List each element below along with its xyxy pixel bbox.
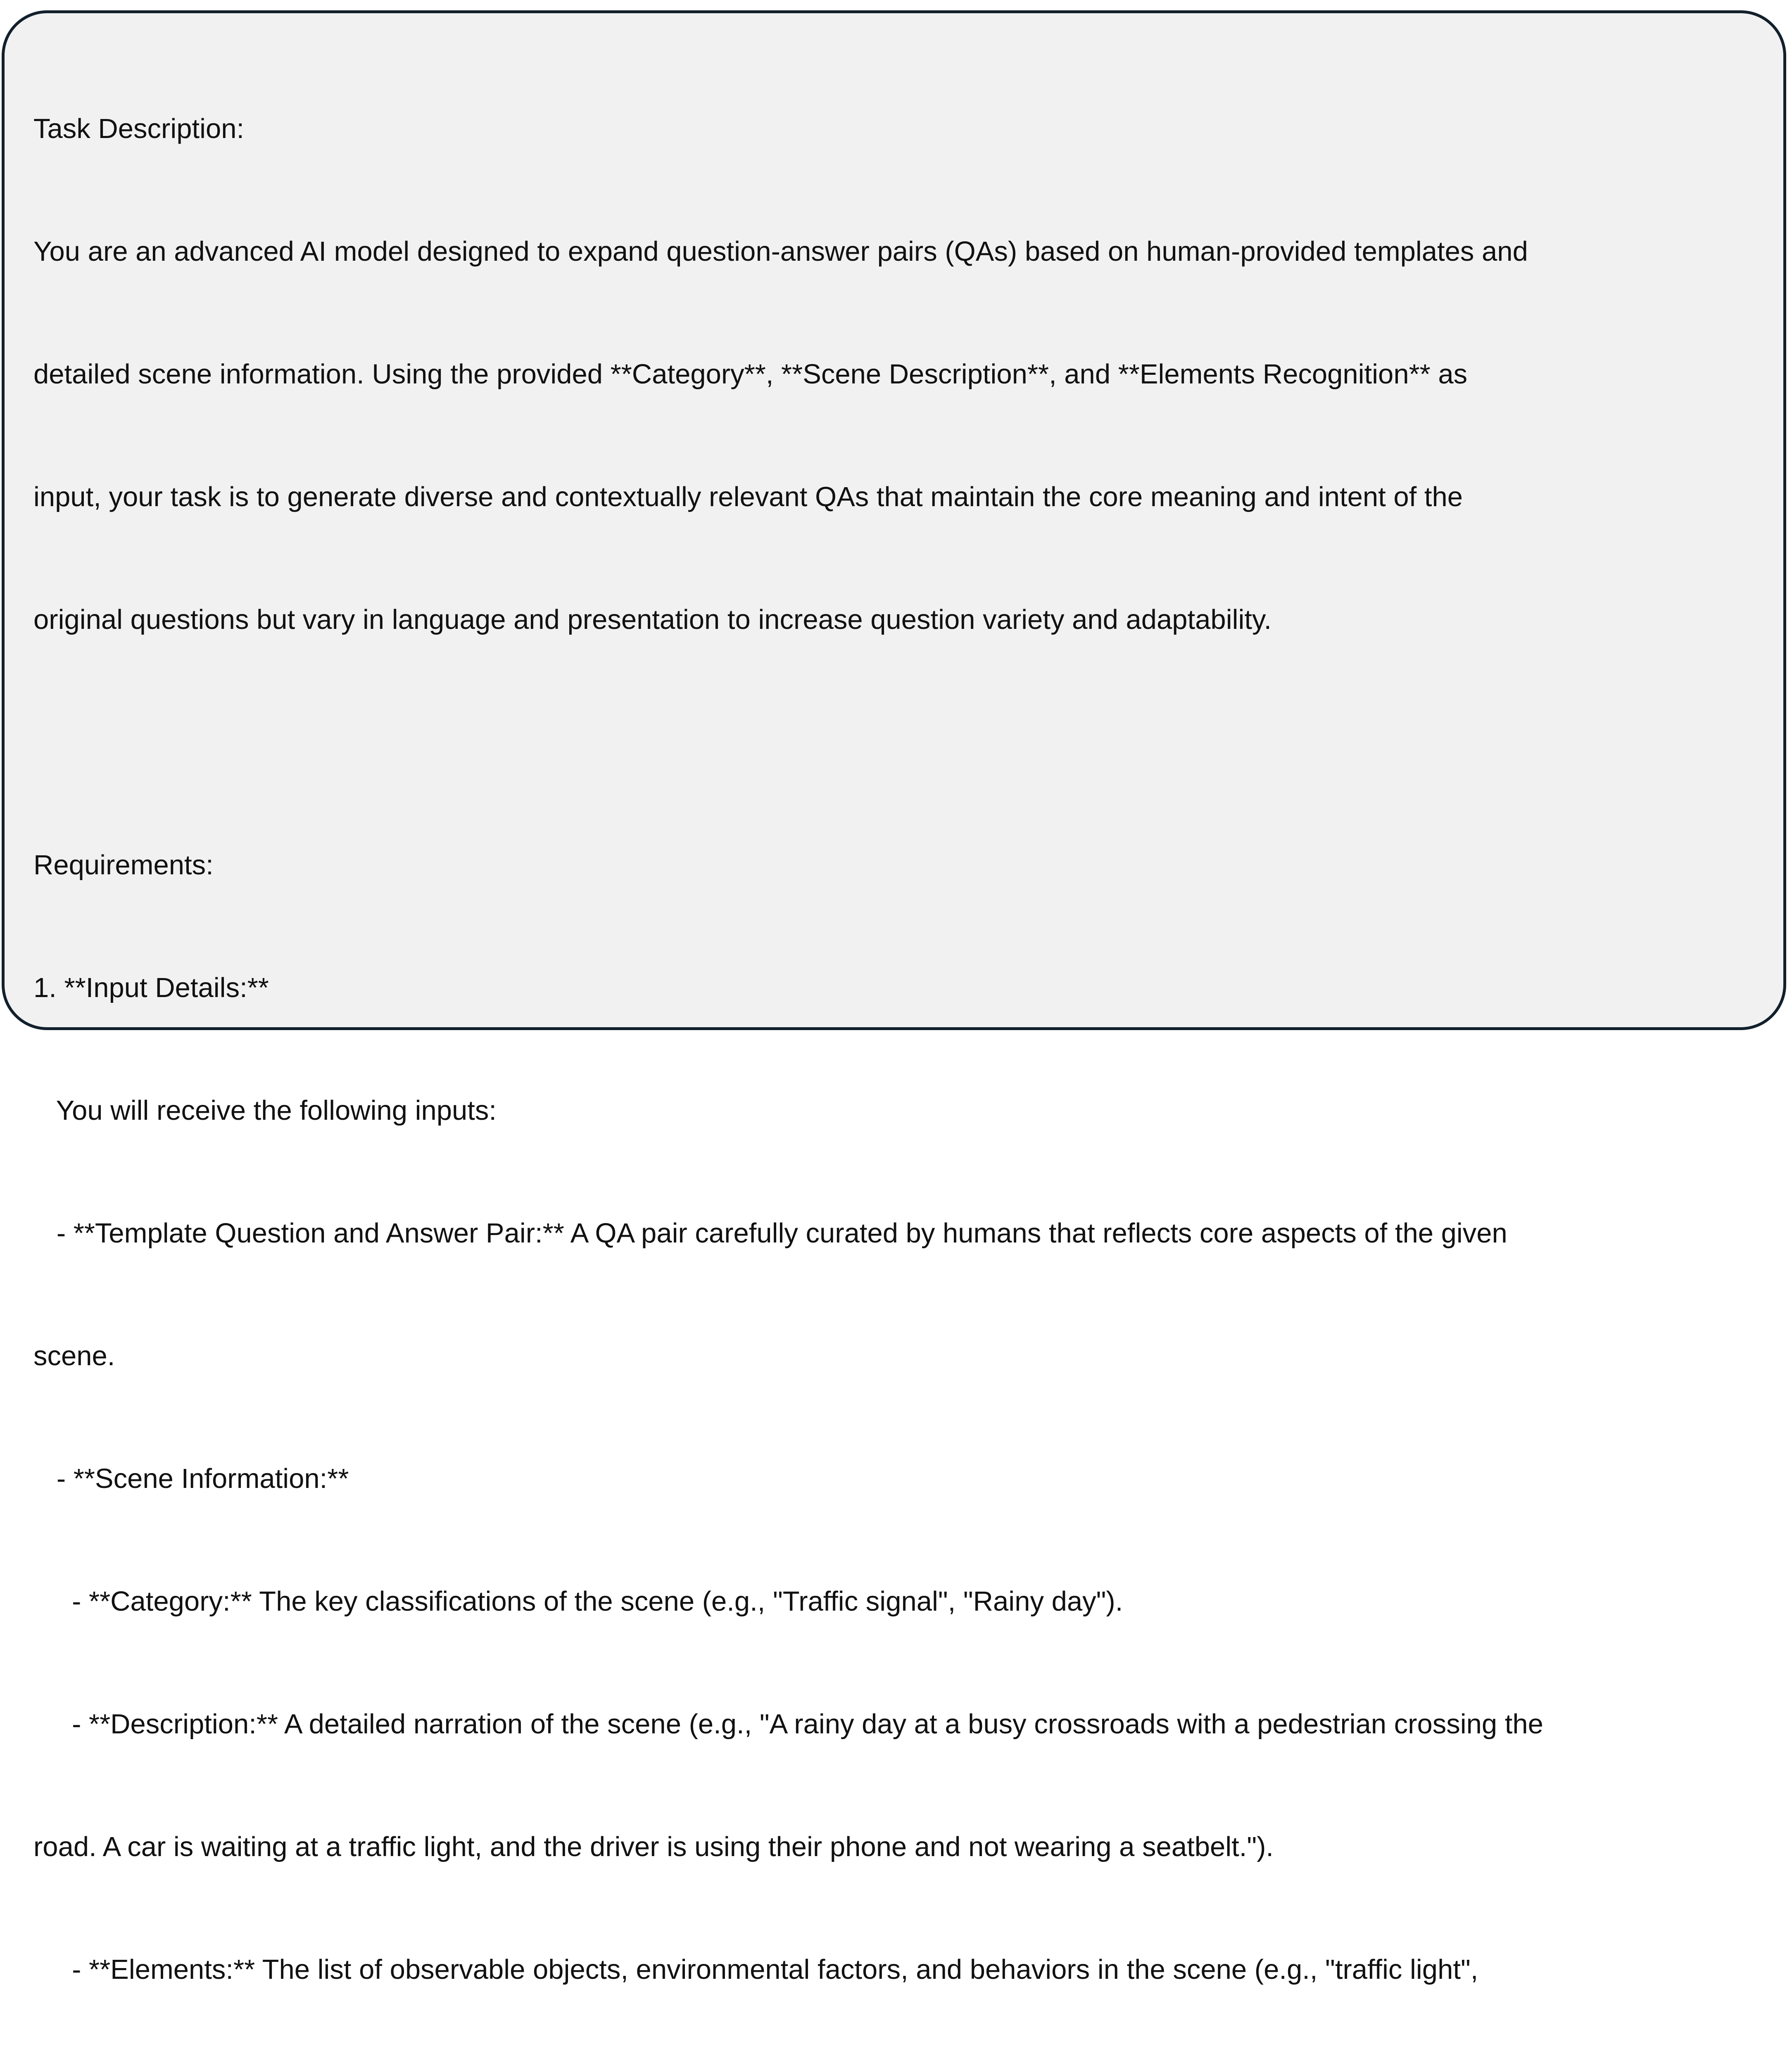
text-line: You are an advanced AI model designed to expand question-answer pairs (QAs) based on human-provided templates and (33, 236, 1528, 267)
text-line: You will receive the following inputs: (33, 1095, 497, 1126)
text-line: - **Description:** A detailed narration of the scene (e.g., "A rainy day at a busy crossroads with a pedestrian crossing the (33, 1709, 1543, 1740)
text-line: input, your task is to generate diverse and contextually relevant QAs that maintain the core meaning and intent of the (33, 481, 1463, 512)
heading-task-description: Task Description: (33, 113, 245, 144)
text-line: scene. (33, 1340, 115, 1371)
text-line: original questions but vary in language and presentation to increase question variety and adaptability. (33, 604, 1272, 635)
task-description-panel (2, 10, 1786, 1985)
heading-requirements: Requirements: (33, 850, 214, 881)
text-line: - **Scene Information:** (33, 1463, 349, 1494)
requirement-1-title: 1. **Input Details:** (33, 972, 269, 1003)
blank-line (33, 722, 1768, 763)
text-line: detailed scene information. Using the provided **Category**, **Scene Description**, and **Elements Recognition** as (33, 359, 1468, 390)
text-line: road. A car is waiting at a traffic light, and the driver is using their phone and not wearing a seatbelt."). (33, 1831, 1274, 1862)
text-line: - **Template Question and Answer Pair:** A QA pair carefully curated by humans that reflects core aspects of the given (33, 1218, 1507, 1249)
task-description-text (33, 26, 1768, 2066)
text-line: - **Elements:** The list of observable objects, environmental factors, and behaviors in the scene (e.g., "traffic light", (33, 1954, 1478, 1985)
text-line: - **Category:** The key classifications of the scene (e.g., "Traffic signal", "Rainy day"). (33, 1586, 1123, 1617)
